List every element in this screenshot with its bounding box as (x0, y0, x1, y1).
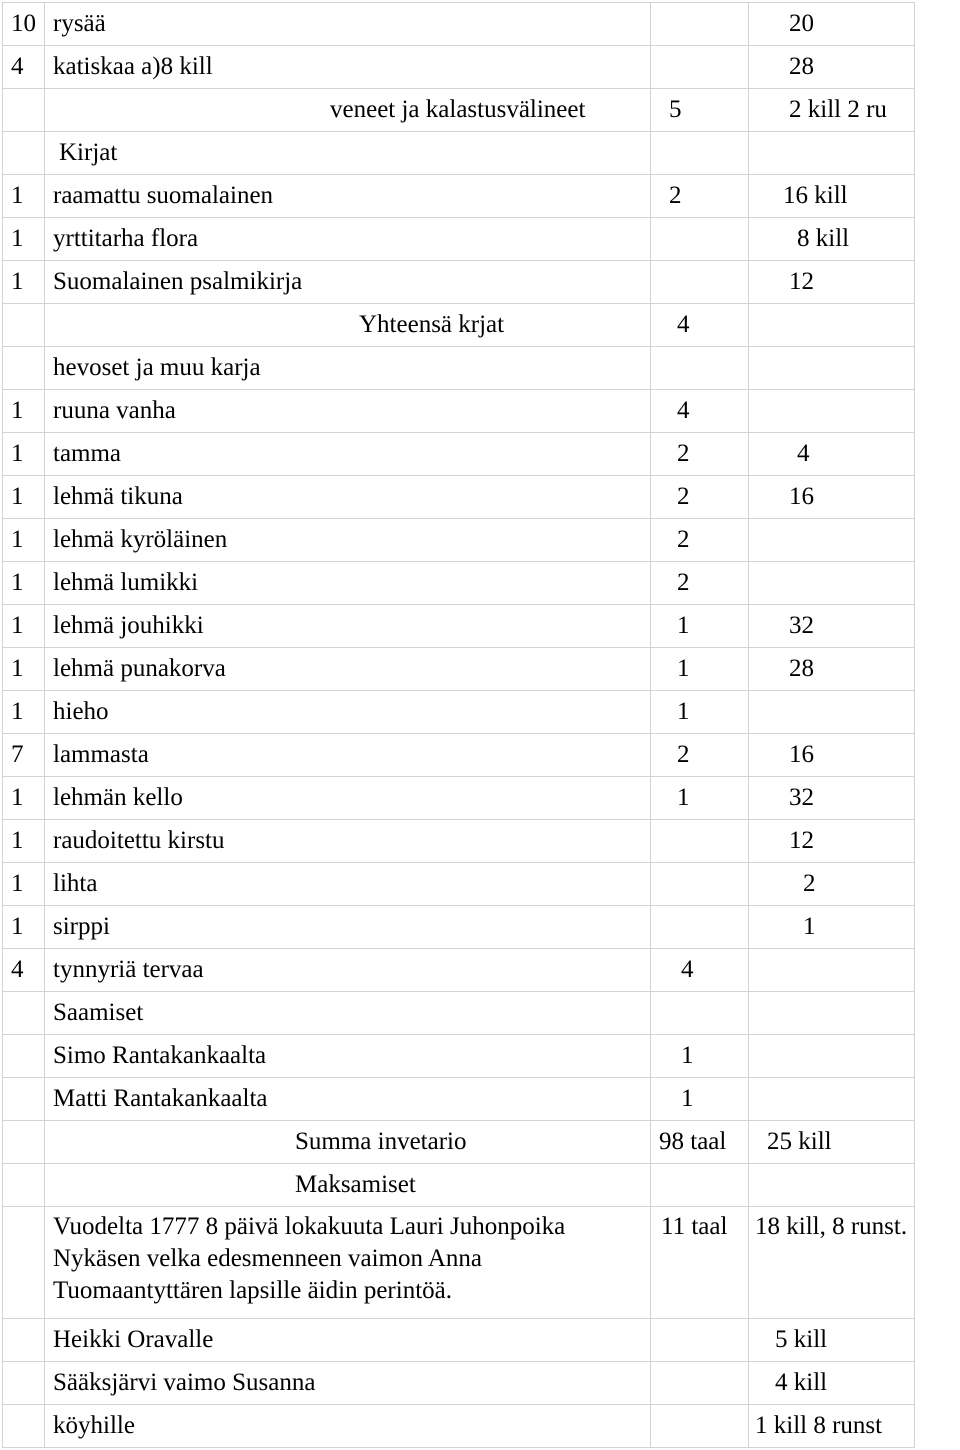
row-count (3, 992, 45, 1035)
row-value-a (651, 261, 749, 304)
row-value-a: 2 (651, 519, 749, 562)
table-row (3, 46, 915, 89)
table-row (3, 562, 915, 605)
row-value-a (651, 992, 749, 1035)
row-count: 1 (3, 433, 45, 476)
row-value-b: 2 (749, 863, 915, 906)
row-count (3, 1207, 45, 1319)
row-count (3, 1078, 45, 1121)
row-value-a (651, 1319, 749, 1362)
row-value-b: 32 (749, 777, 915, 820)
row-count: 1 (3, 562, 45, 605)
inventory-document (2, 2, 915, 1448)
row-value-a: 2 (651, 562, 749, 605)
table-row (3, 175, 915, 218)
row-value-a (651, 132, 749, 175)
row-value-b: 32 (749, 605, 915, 648)
row-value-b: 12 (749, 261, 915, 304)
row-value-b: 18 kill, 8 runst. (749, 1207, 915, 1319)
row-value-b (749, 1035, 915, 1078)
row-count: 1 (3, 476, 45, 519)
row-count: 7 (3, 734, 45, 777)
row-item: katiskaa a)8 kill (45, 46, 651, 89)
table-row (3, 648, 915, 691)
table-row (3, 89, 915, 132)
row-value-a (651, 1362, 749, 1405)
row-value-a (651, 906, 749, 949)
total-value-a: 98 taal (651, 1121, 749, 1164)
row-value-b: 5 kill (749, 1319, 915, 1362)
row-value-b: 28 (749, 46, 915, 89)
row-count: 1 (3, 648, 45, 691)
table-row (3, 1035, 915, 1078)
row-item: lehmä lumikki (45, 562, 651, 605)
table-row (3, 132, 915, 175)
row-value-b: 4 kill (749, 1362, 915, 1405)
row-value-a: 2 (651, 476, 749, 519)
row-count (3, 347, 45, 390)
row-item: veneet ja kalastusvälineet (45, 89, 651, 132)
row-count: 4 (3, 46, 45, 89)
row-value-b: 16 (749, 734, 915, 777)
row-count (3, 1405, 45, 1448)
table-row (3, 691, 915, 734)
row-count: 1 (3, 820, 45, 863)
row-item: lihta (45, 863, 651, 906)
table-row (3, 3, 915, 46)
row-value-a: 1 (651, 1035, 749, 1078)
row-item: lehmä jouhikki (45, 605, 651, 648)
row-value-a: 1 (651, 777, 749, 820)
row-item: lehmä kyröläinen (45, 519, 651, 562)
table-row (3, 390, 915, 433)
table-row (3, 1078, 915, 1121)
row-item: lammasta (45, 734, 651, 777)
row-item: köyhille (45, 1405, 651, 1448)
row-value-b: 16 (749, 476, 915, 519)
row-count (3, 89, 45, 132)
row-item: Heikki Oravalle (45, 1319, 651, 1362)
inventory-table (2, 2, 915, 1448)
table-row (3, 519, 915, 562)
row-value-a: 5 (651, 89, 749, 132)
row-item: lehmän kello (45, 777, 651, 820)
row-item: Suomalainen psalmikirja (45, 261, 651, 304)
row-value-a (651, 46, 749, 89)
row-count: 1 (3, 605, 45, 648)
row-value-a (651, 1164, 749, 1207)
row-value-b (749, 304, 915, 347)
row-value-b (749, 562, 915, 605)
row-value-b: 16 kill (749, 175, 915, 218)
table-row (3, 820, 915, 863)
row-value-b (749, 691, 915, 734)
row-value-b (749, 347, 915, 390)
row-count (3, 1362, 45, 1405)
table-row (3, 304, 915, 347)
row-value-b: 12 (749, 820, 915, 863)
table-row (3, 1121, 915, 1164)
row-value-a: 1 (651, 648, 749, 691)
row-value-a: 1 (651, 691, 749, 734)
table-row (3, 605, 915, 648)
row-count (3, 304, 45, 347)
row-count: 1 (3, 175, 45, 218)
row-item: yrttitarha flora (45, 218, 651, 261)
row-item: lehmä tikuna (45, 476, 651, 519)
row-value-a: 2 (651, 175, 749, 218)
table-row (3, 1405, 915, 1448)
row-count: 1 (3, 519, 45, 562)
row-count: 1 (3, 863, 45, 906)
table-row (3, 863, 915, 906)
row-value-b (749, 992, 915, 1035)
row-value-a: 2 (651, 734, 749, 777)
row-item: raudoitettu kirstu (45, 820, 651, 863)
row-count: 1 (3, 777, 45, 820)
row-item: Matti Rantakankaalta (45, 1078, 651, 1121)
row-value-a (651, 218, 749, 261)
row-item: raamattu suomalainen (45, 175, 651, 218)
row-value-b: 2 kill 2 ru (749, 89, 915, 132)
table-row (3, 906, 915, 949)
row-item: hieho (45, 691, 651, 734)
section-heading: Maksamiset (45, 1164, 651, 1207)
row-value-a: 4 (651, 304, 749, 347)
row-item: tynnyriä tervaa (45, 949, 651, 992)
row-value-a (651, 347, 749, 390)
row-value-a (651, 820, 749, 863)
row-value-b (749, 390, 915, 433)
table-row (3, 777, 915, 820)
row-value-b: 20 (749, 3, 915, 46)
table-row (3, 261, 915, 304)
row-value-a: 1 (651, 605, 749, 648)
row-value-a: 4 (651, 949, 749, 992)
row-value-b (749, 132, 915, 175)
table-row (3, 992, 915, 1035)
row-count (3, 1121, 45, 1164)
row-count (3, 1164, 45, 1207)
row-item: rysää (45, 3, 651, 46)
table-row (3, 218, 915, 261)
table-row (3, 1207, 915, 1319)
table-row (3, 347, 915, 390)
row-count: 1 (3, 390, 45, 433)
row-count: 10 (3, 3, 45, 46)
row-value-b: 28 (749, 648, 915, 691)
row-item: Simo Rantakankaalta (45, 1035, 651, 1078)
row-item: Vuodelta 1777 8 päivä lokakuuta Lauri Juhonpoika Nykäsen velka edesmenneen vaimon Anna Tuomaantyttären lapsille äidin perintöä. (45, 1207, 651, 1319)
row-value-b: 4 (749, 433, 915, 476)
row-count: 4 (3, 949, 45, 992)
row-item: ruuna vanha (45, 390, 651, 433)
table-row (3, 1164, 915, 1207)
subtotal-label: Yhteensä krjat (45, 304, 651, 347)
row-count (3, 1035, 45, 1078)
row-value-a: 2 (651, 433, 749, 476)
section-heading: Saamiset (45, 992, 651, 1035)
row-item: tamma (45, 433, 651, 476)
row-item: Sääksjärvi vaimo Susanna (45, 1362, 651, 1405)
row-count (3, 1319, 45, 1362)
row-value-b (749, 949, 915, 992)
row-count: 1 (3, 218, 45, 261)
row-value-a: 1 (651, 1078, 749, 1121)
row-value-a (651, 863, 749, 906)
row-value-a: 11 taal (651, 1207, 749, 1319)
row-value-a (651, 1405, 749, 1448)
total-value-b: 25 kill (749, 1121, 915, 1164)
row-value-b (749, 1164, 915, 1207)
section-heading: Kirjat (45, 132, 651, 175)
row-count: 1 (3, 261, 45, 304)
table-row (3, 1362, 915, 1405)
table-row (3, 1319, 915, 1362)
total-label: Summa invetario (45, 1121, 651, 1164)
row-count: 1 (3, 691, 45, 734)
row-count (3, 132, 45, 175)
table-row (3, 476, 915, 519)
row-value-b (749, 519, 915, 562)
row-item: lehmä punakorva (45, 648, 651, 691)
table-row (3, 949, 915, 992)
row-value-a: 4 (651, 390, 749, 433)
row-value-b (749, 1078, 915, 1121)
row-value-b: 1 (749, 906, 915, 949)
row-item: sirppi (45, 906, 651, 949)
section-heading: hevoset ja muu karja (45, 347, 651, 390)
table-row (3, 734, 915, 777)
row-value-b: 1 kill 8 runst (749, 1405, 915, 1448)
row-value-a (651, 3, 749, 46)
row-value-b: 8 kill (749, 218, 915, 261)
table-row (3, 433, 915, 476)
row-count: 1 (3, 906, 45, 949)
